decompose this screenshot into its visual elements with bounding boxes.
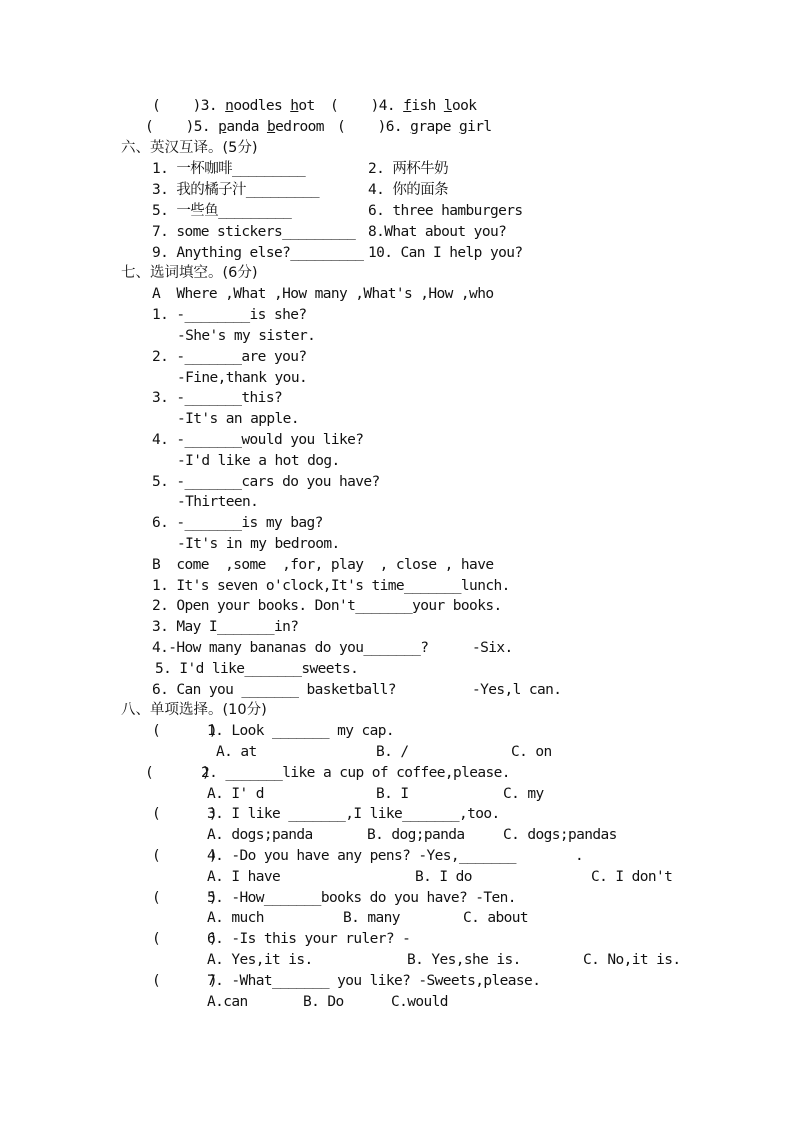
s7b-item: 4.-How many bananas do you_______? <box>152 640 429 656</box>
answer-bracket: ( ) <box>152 723 218 739</box>
letter-p: p <box>218 119 227 135</box>
section-8-heading: 八、单项选择。(10分) <box>121 702 267 718</box>
mc-question: 4. -Do you have any pens? -Yes,_______ <box>207 848 516 864</box>
match-row-5-6 <box>145 117 324 137</box>
s7a-answer: -It's in my bedroom. <box>177 536 340 552</box>
s6-item-left: 9. Anything else?_________ <box>152 245 364 261</box>
mc-question: 6. -Is this your ruler? - <box>207 931 411 947</box>
option-b: B. / <box>376 744 409 760</box>
s6-item-left: 1. 一杯咖啡_________ <box>152 161 306 177</box>
match-row-3-4 <box>152 96 315 116</box>
letter-g: g <box>458 119 468 135</box>
mc-question: 3. I like _______,I like_______,too. <box>207 806 500 822</box>
s6-item-right: 2. 两杯牛奶 <box>368 161 448 177</box>
option-b: B. many <box>343 910 400 926</box>
s7a-answer: -I'd like a hot dog. <box>177 453 340 469</box>
match-item-6 <box>337 117 492 137</box>
option-a: A. much <box>207 910 264 926</box>
option-c: C. my <box>503 786 544 802</box>
word-part: oodles <box>233 98 291 114</box>
s6-item-right: 4. 你的面条 <box>368 182 448 198</box>
s7b-item: 5. I'd like_______sweets. <box>155 661 359 677</box>
s7b-item: 2. Open your books. Don't_______your books. <box>152 598 502 614</box>
option-c: C. I don't <box>591 869 673 885</box>
s7b-item: 3. May I_______in? <box>152 619 299 635</box>
s7b-item: 1. It's seven o'clock,It's time_______lunch. <box>152 578 510 594</box>
s7a-question: 6. -_______is my bag? <box>152 515 323 531</box>
option-a: A. at <box>216 744 257 760</box>
word-part: ish <box>411 98 444 114</box>
word-part: edroom <box>275 119 324 135</box>
answer-bracket: ( ) <box>152 890 218 906</box>
mc-question: 5. -How_______books do you have? -Ten. <box>207 890 516 906</box>
letter-g: g <box>410 119 419 135</box>
answer-bracket: ( ) <box>152 806 218 822</box>
word-bank-a: A Where ,What ,How many ,What's ,How ,who <box>152 286 494 302</box>
option-c: C.would <box>391 994 448 1010</box>
answer-bracket: ( ) <box>152 931 218 947</box>
letter-n: n <box>225 98 234 114</box>
word-part: anda <box>226 119 267 135</box>
option-a: A.can <box>207 994 248 1010</box>
letter-b: b <box>266 119 276 135</box>
s7a-answer: -She's my sister. <box>177 328 316 344</box>
item-3-number: ( )3. <box>152 98 226 114</box>
word-part: irl <box>467 119 492 135</box>
s7a-answer: -Fine,thank you. <box>177 370 308 386</box>
item-5-number: ( )5. <box>145 119 219 135</box>
s7b-answer: -Six. <box>472 640 513 656</box>
answer-bracket: ( ) <box>152 848 218 864</box>
word-part: rape <box>418 119 459 135</box>
option-b: B. Yes,she is. <box>407 952 521 968</box>
section-6-heading: 六、英汉互译。(5分) <box>121 140 258 156</box>
option-b: B. dog;panda <box>367 827 465 843</box>
option-c: C. on <box>511 744 552 760</box>
letter-f: f <box>403 98 412 114</box>
s6-item-right: 8.What about you? <box>368 224 507 240</box>
item-4-number: ( )4. <box>330 98 404 114</box>
option-a: A. Yes,it is. <box>207 952 313 968</box>
s6-item-right: 6. three hamburgers <box>368 203 523 219</box>
s7a-question: 3. -_______this? <box>152 390 283 406</box>
option-c: C. No,it is. <box>583 952 681 968</box>
question-period: . <box>575 848 584 864</box>
answer-bracket: ( ) <box>152 973 218 989</box>
s6-item-left: 5. 一些鱼_________ <box>152 203 292 219</box>
s7a-answer: -Thirteen. <box>177 494 259 510</box>
option-a: A. dogs;panda <box>207 827 313 843</box>
s7a-question: 5. -_______cars do you have? <box>152 474 380 490</box>
option-c: C. about <box>463 910 529 926</box>
word-bank-b: B come ,some ,for, play , close , have <box>152 557 494 573</box>
s7b-answer: -Yes,l can. <box>472 682 562 698</box>
s7a-question: 4. -_______would you like? <box>152 432 364 448</box>
s7b-item: 6. Can you _______ basketball? <box>152 682 396 698</box>
s6-item-left: 3. 我的橘子汁_________ <box>152 182 320 198</box>
s6-item-right: 10. Can I help you? <box>368 245 523 261</box>
mc-question: 2. _______like a cup of coffee,please. <box>201 765 510 781</box>
option-a: A. I have <box>207 869 281 885</box>
s7a-answer: -It's an apple. <box>177 411 299 427</box>
letter-h: h <box>290 98 299 114</box>
option-a: A. I' d <box>207 786 264 802</box>
word-part: ot <box>298 98 315 114</box>
answer-bracket: ( ) <box>145 765 211 781</box>
s7a-question: 1. -________is she? <box>152 307 307 323</box>
match-item-4 <box>330 96 476 116</box>
option-c: C. dogs;pandas <box>503 827 617 843</box>
s7a-question: 2. -_______are you? <box>152 349 307 365</box>
option-b: B. I <box>376 786 409 802</box>
section-7-heading: 七、选词填空。(6分) <box>121 265 258 281</box>
word-part: ook <box>451 98 477 114</box>
option-b: B. I do <box>415 869 472 885</box>
letter-l: l <box>443 98 452 114</box>
mc-question: 7. -What_______ you like? -Sweets,please. <box>207 973 541 989</box>
mc-question: 1. Look _______ my cap. <box>207 723 394 739</box>
s6-item-left: 7. some stickers_________ <box>152 224 356 240</box>
option-b: B. Do <box>303 994 344 1010</box>
item-6-number: ( )6. <box>337 119 411 135</box>
